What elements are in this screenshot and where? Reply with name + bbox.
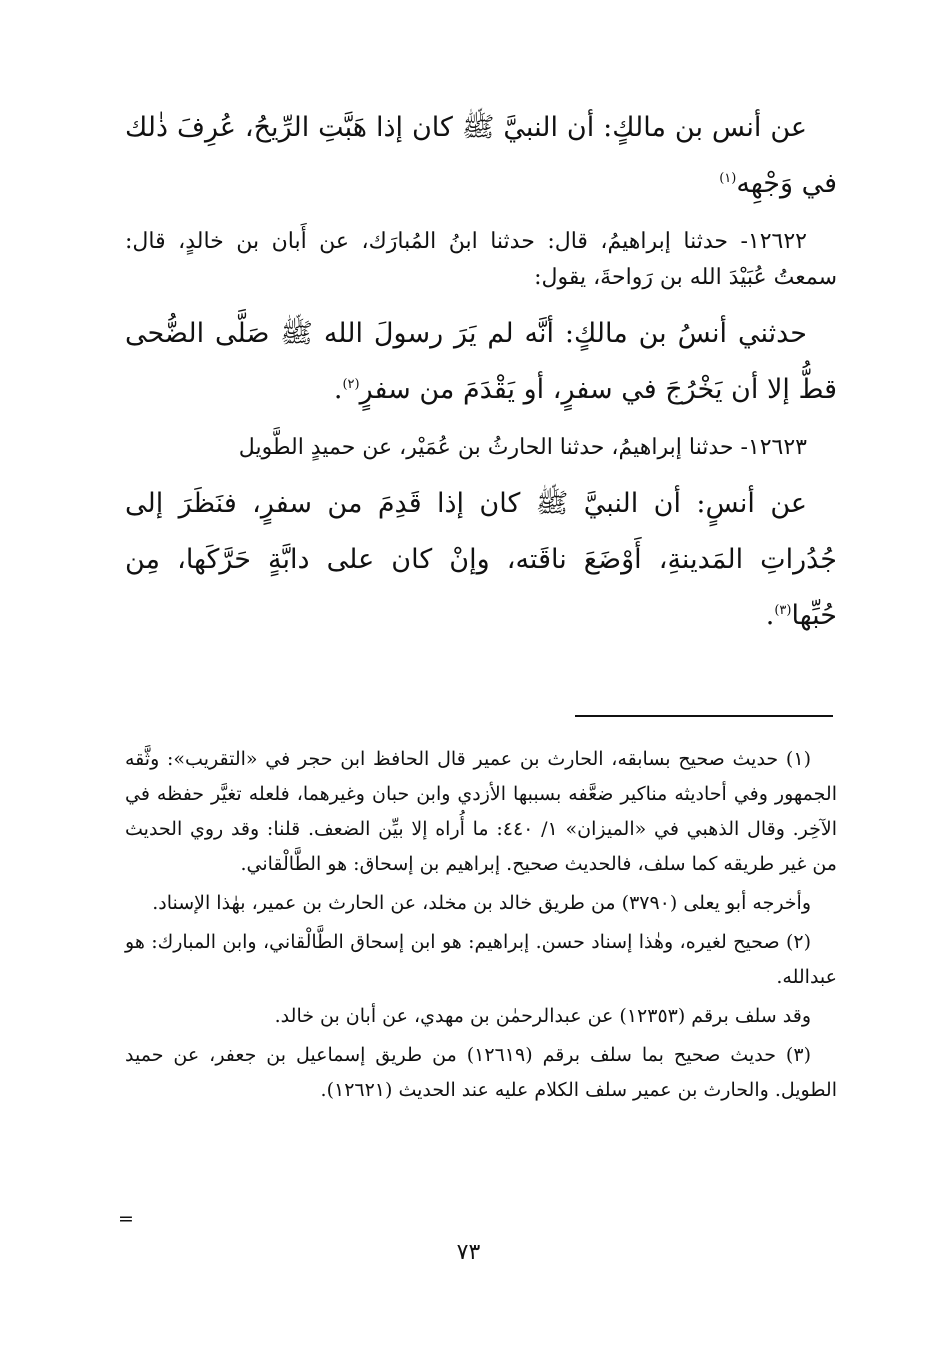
footnote-ref-3: (٣) [774,603,792,618]
hadith-text-1 [125,100,837,212]
footnote-ref-1: (١) [719,171,737,186]
footnote-ref-2: (٢) [342,377,360,392]
footnote-1-continued: وأخرجه أبو يعلى (٣٧٩٠) من طريق خالد بن مخلد، عن الحارث بن عمير، بهٰذا الإسناد. [152,892,811,914]
footnote-3: (٣) حديث صحيح بما سلف برقم (١٢٦١٩) من طريق إسماعيل بن جعفر، عن حميد الطويل. والحارث بن عمير سلف الكلام عليه عند الحديث (١٢٦٢١). [125,1044,837,1101]
footnote-separator [575,715,833,717]
hadith-text-1-body: عن أنس بن مالكٍ: أن النبيَّ ﷺ كان إذا هَبَّتِ الرِّيحُ، عُرِفَ ذٰلك في وَجْهِه [125,112,837,199]
hadith-text-2 [125,306,837,418]
footnote-2-continued: وقد سلف برقم (١٢٣٥٣) عن عبدالرحمٰن بن مهدي، عن أبان بن خالد. [274,1005,811,1027]
hadith-text-3-body: عن أنسٍ: أن النبيَّ ﷺ كان إذا قَدِمَ من سفرٍ، فنَظَرَ إلى جُدُراتِ المَدينةِ، أَوْضَعَ ناقَته، وإنْ كان على دابَّةٍ حَرَّكَها، مِن حُبِّها [125,488,837,631]
hadith-text-2-end: . [333,374,343,405]
footnotes [125,742,837,1112]
isnad-12622: ١٢٦٢٢- حدثنا إبراهيمُ، قال: حدثنا ابنُ المُبارَك، عن أَبان بن خالدٍ، قال: سمعتُ عُبَيْدَ الله بن رَواحةَ، يقول: [125,229,837,290]
footnote-1: (١) حديث صحيح بسابقه، الحارث بن عمير قال الحافظ ابن حجر في «التقريب»: وثَّقه الجمهور وفي أحاديثه مناكير ضعَّفه بسببها الأزدي وابن حبان وغيرهما، فلعله تغيَّر حفظه في الآخِر. وقال الذهبي في «الميزان» ١/ ٤٤٠: ما أُراه إلا بيِّن الضعف. قلنا: وقد روي الحديث من غير طريقه كما سلف، فالحديث صحيح. إبراهيم بن إسحاق: هو الطَّالْقاني. [125,748,837,875]
isnad-12623: ١٢٦٢٣- حدثنا إبراهيمُ، حدثنا الحارثُ بن عُمَيْر، عن حميدٍ الطَّويل [238,435,807,460]
main-text [125,100,837,644]
hadith-text-3 [125,476,837,644]
footnote-2: (٢) صحيح لغيره، وهٰذا إسناد حسن. إبراهيم: هو ابن إسحاق الطَّالْقاني، وابن المبارك: هو عبدالله. [125,931,837,988]
continuation-mark: = [118,1208,134,1230]
hadith-text-3-end: . [765,600,775,631]
page-number: ٧٣ [456,1240,481,1265]
hadith-text-2-body: حدثني أنسُ بن مالكٍ: أنَّه لم يَرَ رسولَ الله ﷺ صَلَّى الضُّحى قطُّ إلا أن يَخْرُجَ في سفرٍ، أو يَقْدَمَ من سفرٍ [125,318,837,405]
